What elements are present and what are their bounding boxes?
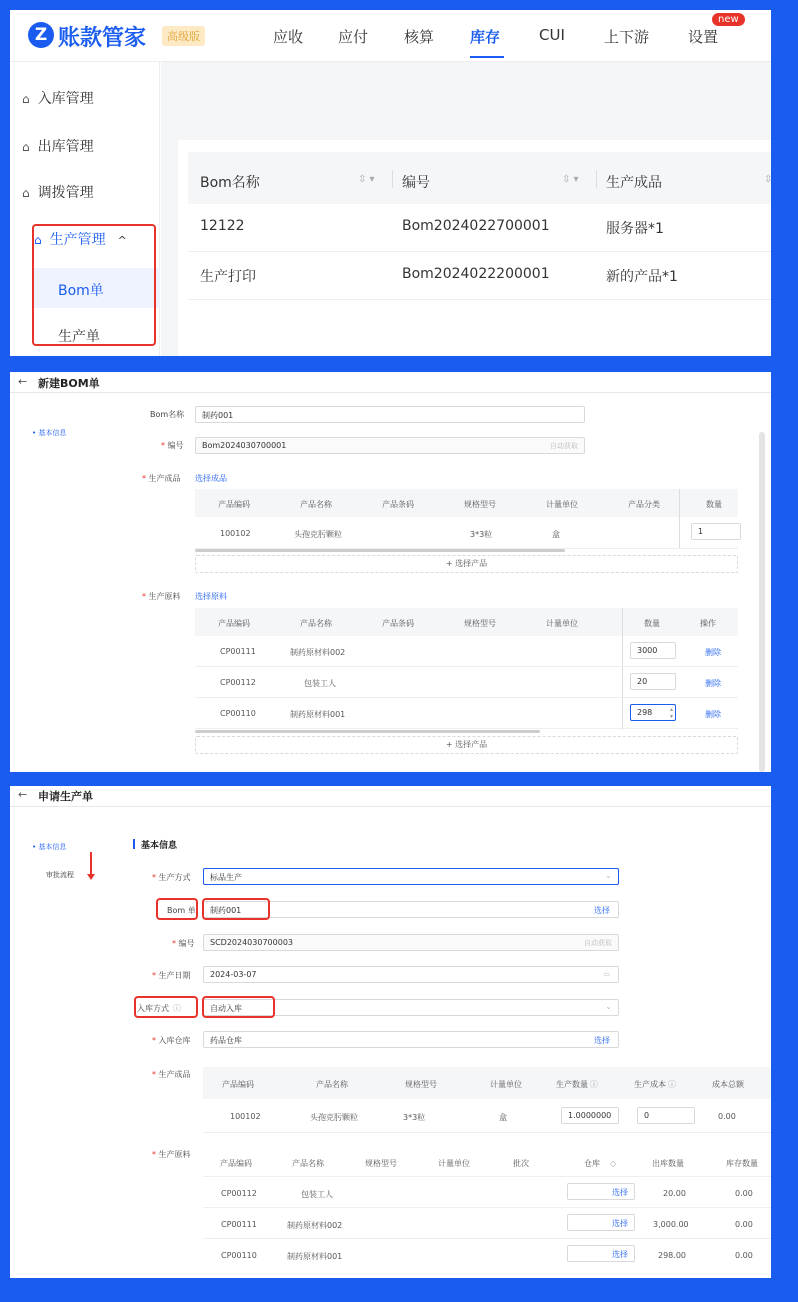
warehouse-icon: ⌂	[22, 92, 30, 106]
cell-out-qty: 3,000.00	[653, 1220, 689, 1229]
sidebar-subitem-production-order[interactable]: 生产单	[58, 329, 100, 345]
col-header: 规格型号	[464, 500, 496, 509]
delete-link[interactable]: 删除	[705, 679, 721, 688]
col-header	[584, 1158, 616, 1169]
code-label-text: 编号	[167, 441, 184, 450]
factory-icon: ⌂	[34, 233, 42, 247]
quantity-input[interactable]	[630, 642, 676, 659]
warehouse-icon: ⌂	[22, 140, 30, 154]
horizontal-scrollbar[interactable]	[195, 730, 540, 733]
cell-code: CP00110	[220, 709, 256, 718]
col-header: 规格型号	[464, 619, 496, 628]
sidebar-item-label: 生产管理	[49, 232, 106, 248]
table-row[interactable]	[203, 1177, 771, 1208]
content-card	[178, 140, 771, 356]
code-label	[172, 938, 195, 949]
quantity-input[interactable]	[691, 523, 741, 540]
cell-code: Bom2024022200001	[402, 266, 550, 282]
delete-link[interactable]: 删除	[705, 648, 721, 657]
nav-supply-chain[interactable]: 上下游	[604, 28, 650, 46]
cell-name: 制药原材料001	[287, 1252, 343, 1261]
col-header: 规格型号	[405, 1080, 437, 1089]
code-input[interactable]	[195, 437, 585, 454]
help-icon[interactable]: ⓘ	[590, 1080, 598, 1089]
required-mark: *	[152, 971, 159, 980]
red-down-arrow-icon	[90, 852, 92, 876]
cell-stock-qty: 0.00	[735, 1220, 753, 1229]
sort-icon[interactable]: ◇	[610, 1159, 617, 1168]
col-header: 产品条码	[382, 619, 414, 628]
side-nav-label: 基本信息	[38, 429, 67, 437]
product-label	[152, 1069, 191, 1080]
table-row[interactable]	[203, 1208, 771, 1239]
bom-list-screen	[10, 10, 771, 356]
nav-inventory[interactable]: 库存	[470, 28, 501, 46]
production-cost-value: 0	[644, 1111, 650, 1120]
mode-select[interactable]	[203, 868, 619, 885]
code-value: Bom2024030700001	[202, 441, 287, 450]
section-title: 基本信息	[141, 841, 178, 851]
top-nav-bar	[10, 10, 771, 62]
cell-out-qty: 20.00	[663, 1189, 686, 1198]
required-mark: *	[152, 1070, 159, 1079]
cell-bom-name: 12122	[200, 218, 245, 234]
sidebar-item-label: 出库管理	[37, 139, 94, 155]
production-cost-input[interactable]	[637, 1107, 695, 1124]
col-header-text: 生产成本	[634, 1080, 666, 1089]
col-header	[556, 1079, 598, 1090]
required-mark: *	[172, 939, 179, 948]
col-header: 产品名称	[316, 1080, 348, 1089]
required-mark: *	[161, 441, 168, 450]
quantity-input[interactable]	[630, 673, 676, 690]
bom-select-button[interactable]: 选择	[594, 906, 610, 915]
table-header	[188, 152, 771, 204]
back-arrow-icon[interactable]: ←	[18, 375, 28, 388]
add-material-button[interactable]	[195, 736, 738, 754]
col-header: 出库数量	[652, 1159, 684, 1168]
col-header: 产品名称	[300, 619, 332, 628]
col-header-text: 生产数量	[556, 1080, 588, 1089]
col-header: 规格型号	[365, 1159, 397, 1168]
code-value: SCD2024030700003	[210, 938, 293, 947]
warehouse-value: 药品仓库	[210, 1036, 242, 1045]
cell-bom-name: 生产打印	[200, 269, 256, 285]
side-nav-approval[interactable]: 审批流程	[46, 871, 74, 879]
product-label-text: 生产成品	[158, 1070, 191, 1079]
chevron-down-icon: ⌄	[605, 1002, 612, 1011]
red-down-arrow-head-icon	[87, 874, 95, 880]
cell-spec: 3*3粒	[470, 530, 493, 539]
warehouse-select-label: 选择	[612, 1219, 628, 1228]
highlight-bom-label	[156, 898, 198, 920]
horizontal-scrollbar[interactable]	[195, 549, 565, 552]
warehouse-select-button[interactable]: 选择	[594, 1036, 610, 1045]
cell-total-cost: 0.00	[718, 1112, 736, 1121]
col-header: 产品条码	[382, 500, 414, 509]
app-logo-text[interactable]: 账款管家	[58, 26, 147, 51]
section-bar	[133, 839, 135, 849]
col-header: 产品分类	[628, 500, 660, 509]
cell-name: 制药原材料002	[290, 648, 346, 657]
add-product-button[interactable]	[195, 555, 738, 573]
help-icon[interactable]: ⓘ	[173, 1004, 181, 1013]
col-header: 产品名称	[292, 1159, 324, 1168]
sidebar-subitem-bom-label[interactable]: Bom单	[58, 283, 104, 299]
new-badge: new	[712, 13, 745, 26]
date-label-text: 生产日期	[158, 971, 191, 980]
warehouse-icon: ⌂	[22, 186, 30, 200]
material-label-text: 生产原料	[158, 1150, 191, 1159]
cell-unit: 盒	[552, 530, 560, 539]
header-divider	[10, 392, 771, 393]
quantity-value: 20	[637, 677, 648, 686]
product-label	[142, 473, 181, 484]
code-input[interactable]	[203, 934, 619, 951]
stepper-icon[interactable]: ▴ ▾	[669, 706, 673, 720]
code-label	[161, 440, 184, 451]
col-header-product: 生产成品	[606, 175, 662, 191]
highlight-bom-value	[202, 898, 270, 920]
side-nav-basic-info[interactable]	[32, 428, 66, 438]
cell-name: 包装工人	[301, 1190, 333, 1199]
cell-code: 100102	[230, 1112, 261, 1121]
header-divider	[10, 806, 771, 807]
warehouse-input[interactable]	[203, 1031, 619, 1048]
mode-value: 标品生产	[210, 873, 242, 882]
highlight-inbound-label	[134, 996, 198, 1018]
col-header: 产品名称	[300, 500, 332, 509]
cell-code: CP00111	[221, 1220, 257, 1229]
nav-active-underline	[470, 56, 504, 58]
nav-settings[interactable]: 设置	[688, 28, 719, 46]
bom-name-label: Bom名称	[150, 410, 185, 419]
vertical-scrollbar[interactable]	[759, 432, 765, 772]
table-row[interactable]	[195, 698, 738, 729]
table-row[interactable]	[203, 1239, 771, 1270]
cell-product: 新的产品*1	[606, 269, 678, 285]
date-value: 2024-03-07	[210, 970, 257, 979]
warehouse-select-label: 选择	[612, 1250, 628, 1259]
col-header: 产品编码	[220, 1159, 252, 1168]
col-header: 计量单位	[546, 500, 578, 509]
bom-label: Bom 单	[167, 906, 196, 915]
bom-value: 制药001	[210, 906, 242, 915]
cell-name: 制药原材料002	[287, 1221, 343, 1230]
warehouse-select-input[interactable]	[567, 1245, 635, 1262]
table-row[interactable]	[203, 1099, 771, 1133]
inbound-value: 自动入库	[210, 1004, 242, 1013]
sort-filter-icon[interactable]: ⇳ ▾	[358, 174, 375, 185]
version-badge: 高级版	[162, 26, 205, 46]
cell-stock-qty: 0.00	[735, 1189, 753, 1198]
quantity-value: 3000	[637, 646, 658, 655]
warehouse-select-input[interactable]	[567, 1214, 635, 1231]
material-label	[142, 591, 181, 602]
required-mark: *	[142, 592, 149, 601]
nav-accounting[interactable]: 核算	[404, 28, 435, 46]
quantity-input-active[interactable]	[630, 704, 676, 721]
calendar-icon: ▭	[603, 970, 610, 978]
dot-icon: •	[32, 429, 39, 437]
new-bom-screen	[10, 372, 771, 772]
cell-code: Bom2024022700001	[402, 218, 550, 234]
col-header: 批次	[513, 1159, 529, 1168]
table-row[interactable]	[195, 636, 738, 667]
col-header: 成本总额	[712, 1080, 744, 1089]
cell-spec: 3*3粒	[403, 1113, 426, 1122]
mode-label-text: 生产方式	[158, 873, 191, 882]
cell-out-qty: 298.00	[658, 1251, 686, 1260]
col-header-bom-name: Bom名称	[200, 175, 260, 191]
warehouse-label-text: 入库仓库	[158, 1036, 191, 1045]
col-header: 计量单位	[490, 1080, 522, 1089]
product-label-text: 生产成品	[148, 474, 181, 483]
col-header-code: 编号	[402, 175, 430, 191]
sidebar-item-label: 入库管理	[37, 91, 94, 107]
dot-icon: •	[32, 843, 39, 851]
sort-icon[interactable]: ⇳	[764, 174, 773, 185]
production-quantity-value: 1.0000000	[568, 1111, 612, 1120]
col-header: 操作	[700, 619, 716, 628]
quantity-value: 1	[698, 527, 704, 536]
side-nav-label: 基本信息	[38, 843, 67, 851]
col-divider	[392, 170, 393, 188]
cell-name: 头孢克肟颗粒	[294, 530, 342, 539]
warehouse-label	[152, 1035, 191, 1046]
nav-cui[interactable]: CUI	[539, 26, 565, 44]
side-nav-basic-info[interactable]	[32, 842, 66, 852]
cell-product: 服务器*1	[606, 221, 664, 237]
code-label-text: 编号	[178, 939, 195, 948]
add-material-label: + 选择产品	[445, 740, 488, 749]
col-header: 计量单位	[438, 1159, 470, 1168]
select-product-link[interactable]: 选择成品	[195, 474, 227, 483]
col-divider	[596, 170, 597, 188]
quantity-value: 298	[637, 708, 653, 717]
sidebar-item-inbound[interactable]	[22, 88, 94, 108]
cell-name: 制药原材料001	[290, 710, 346, 719]
col-header: 数量	[706, 500, 722, 509]
col-header	[634, 1079, 676, 1090]
col-header: 计量单位	[546, 619, 578, 628]
cell-stock-qty: 0.00	[735, 1251, 753, 1260]
cell-code: CP00110	[221, 1251, 257, 1260]
nav-payable[interactable]: 应付	[338, 28, 369, 46]
sidebar-item-transfer[interactable]	[22, 182, 94, 202]
col-header: 产品编码	[218, 500, 250, 509]
production-quantity-input[interactable]	[561, 1107, 619, 1124]
cell-name: 头孢克肟颗粒	[310, 1113, 358, 1122]
page-title: 新建BOM单	[38, 377, 100, 390]
material-label	[152, 1149, 191, 1160]
cell-code: CP00111	[220, 647, 256, 656]
required-mark: *	[152, 1036, 159, 1045]
required-mark: *	[152, 873, 159, 882]
material-label-text: 生产原料	[148, 592, 181, 601]
mode-label	[152, 872, 191, 883]
required-mark: *	[152, 1150, 159, 1159]
bom-name-value: 制药001	[202, 411, 234, 420]
sort-filter-icon[interactable]: ⇳ ▾	[562, 174, 579, 185]
date-picker[interactable]	[203, 966, 619, 983]
cell-code: 100102	[220, 529, 251, 538]
back-arrow-icon[interactable]: ←	[18, 788, 28, 801]
production-order-screen	[10, 786, 771, 1278]
highlight-production-menu	[32, 224, 156, 346]
table-row[interactable]	[188, 204, 771, 252]
bom-name-input[interactable]	[195, 406, 585, 423]
chevron-down-icon: ⌄	[605, 871, 612, 880]
inbound-label-text: 入库方式	[137, 1004, 169, 1013]
table-row[interactable]	[195, 667, 738, 698]
chevron-up-icon: ^	[117, 234, 127, 247]
col-header: 产品编码	[218, 619, 250, 628]
sidebar-item-label: 调拨管理	[37, 185, 94, 201]
app-logo-icon: Z	[28, 22, 54, 48]
col-header: 产品编码	[222, 1080, 254, 1089]
select-material-link[interactable]: 选择原料	[195, 592, 227, 601]
table-row[interactable]	[195, 517, 738, 549]
table-row[interactable]	[188, 252, 771, 300]
warehouse-select-label: 选择	[612, 1188, 628, 1197]
auto-fetch-hint[interactable]: 自动获取	[550, 442, 578, 450]
cell-unit: 盒	[499, 1113, 507, 1122]
delete-link[interactable]: 删除	[705, 710, 721, 719]
required-mark: *	[142, 474, 149, 483]
col-header: 库存数量	[726, 1159, 758, 1168]
date-label	[152, 970, 191, 981]
nav-receivable[interactable]: 应收	[273, 28, 304, 46]
cell-code: CP00112	[221, 1189, 257, 1198]
col-header: 数量	[644, 619, 660, 628]
add-product-label: + 选择产品	[445, 559, 488, 568]
sidebar-item-outbound[interactable]	[22, 136, 94, 156]
page-title: 申请生产单	[38, 790, 93, 803]
product-table-header	[203, 1067, 771, 1099]
highlight-inbound-value	[202, 996, 275, 1018]
cell-code: CP00112	[220, 678, 256, 687]
help-icon[interactable]: ⓘ	[668, 1080, 676, 1089]
cell-name: 包装工人	[304, 679, 336, 688]
col-header-text: 仓库	[584, 1159, 600, 1168]
warehouse-select-input[interactable]	[567, 1183, 635, 1200]
auto-fetch-hint[interactable]: 自动获取	[584, 939, 612, 947]
